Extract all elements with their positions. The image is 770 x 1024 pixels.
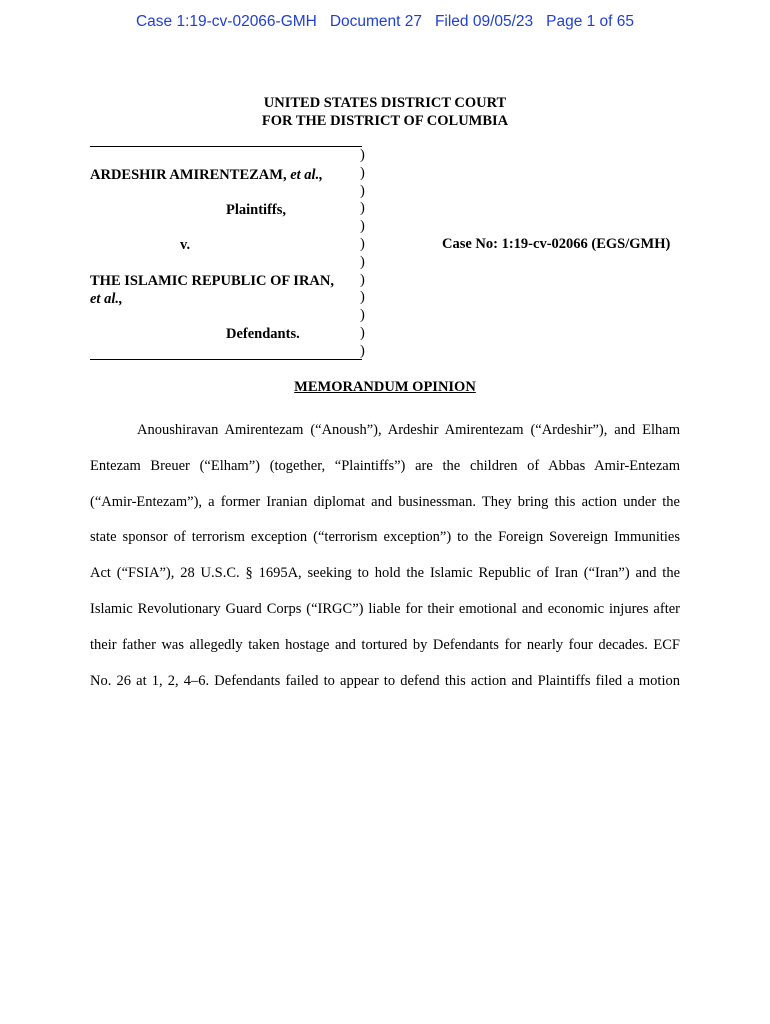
caption-bottom-rule (90, 359, 362, 360)
paren: ) (360, 342, 365, 359)
body-line: Entezam Breuer (“Elham”) (together, “Plaintiffs”) are the children of Abbas Amir-Entezam (90, 457, 680, 474)
paren: ) (360, 182, 365, 199)
paren: ) (360, 253, 365, 270)
paren: ) (360, 307, 365, 324)
paren: ) (360, 324, 365, 341)
body-line: state sponsor of terrorism exception (“terrorism exception”) to the Foreign Sovereign Immunities (90, 529, 680, 546)
plaintiff-etal: et al., (290, 167, 323, 183)
body-line: (“Amir-Entezam”), a former Iranian diplomat and businessman. They bring this action under the (90, 493, 680, 510)
defendant-etal-text: et al., (90, 291, 123, 307)
court-heading (0, 94, 770, 130)
stamp-page: Page 1 of 65 (546, 13, 635, 30)
case-number: Case No: 1:19-cv-02066 (EGS/GMH) (442, 236, 671, 252)
paren: ) (360, 271, 365, 288)
stamp-filed: Filed 09/05/23 (434, 13, 534, 30)
plaintiff-name-text: ARDESHIR AMIRENTEZAM, (90, 167, 287, 183)
paren: ) (360, 164, 365, 181)
body-line: their father was allegedly taken hostage and tortured by Defendants for nearly four decades. ECF (90, 636, 680, 653)
paren: ) (360, 218, 365, 235)
defendants-label: Defendants. (226, 326, 300, 342)
plaintiffs-label: Plaintiffs, (226, 202, 287, 218)
defendant-name: THE ISLAMIC REPUBLIC OF IRAN, (90, 273, 334, 289)
paren: ) (360, 235, 365, 252)
document-title: MEMORANDUM OPINION (294, 379, 476, 395)
stamp-document: Document 27 (329, 13, 423, 30)
filing-stamp (0, 13, 770, 31)
paren: ) (360, 289, 365, 306)
paren: ) (360, 147, 365, 163)
court-district: FOR THE DISTRICT OF COLUMBIA (261, 113, 509, 129)
defendant-etal (90, 290, 123, 308)
opinion-body (90, 413, 680, 699)
body-line: Anoushiravan Amirentezam (“Anoush”), Ardeshir Amirentezam (“Ardeshir”), and Elham (137, 422, 680, 438)
caption-parentheses (360, 147, 372, 361)
body-line: Islamic Revolutionary Guard Corps (“IRGC”) liable for their emotional and economic injures after (90, 600, 680, 617)
stamp-case: Case 1:19-cv-02066-GMH (135, 13, 317, 30)
body-line: Act (“FSIA”), 28 U.S.C. § 1695A, seeking to hold the Islamic Republic of Iran (“Iran”) and the (90, 565, 680, 582)
paren: ) (360, 200, 365, 217)
plaintiff-name (90, 166, 323, 184)
versus: v. (180, 237, 191, 253)
court-name: UNITED STATES DISTRICT COURT (263, 95, 507, 111)
body-line: No. 26 at 1, 2, 4–6. Defendants failed to appear to defend this action and Plaintiffs filed a motion (90, 672, 680, 689)
caption-top-rule (90, 146, 362, 147)
